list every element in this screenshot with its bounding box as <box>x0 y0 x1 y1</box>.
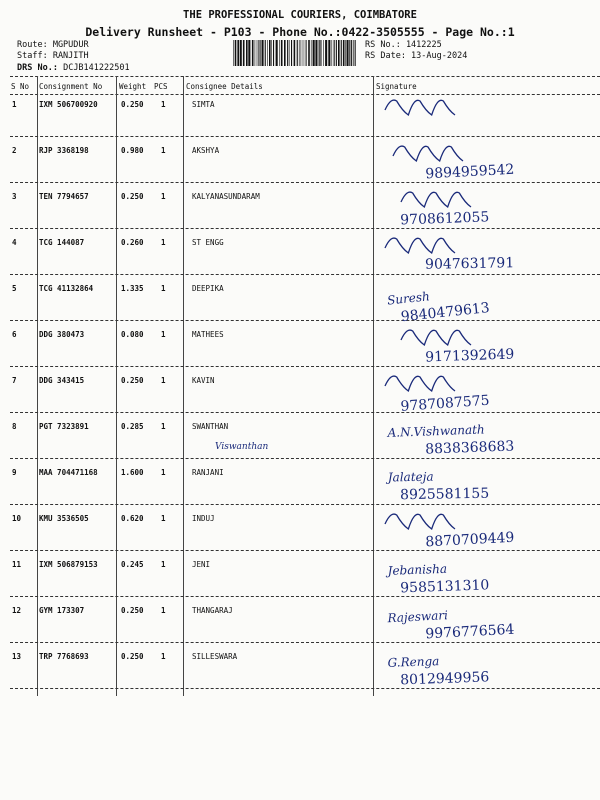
signature-phone-number: 9976776564 <box>424 621 515 643</box>
signature-entry <box>425 346 515 365</box>
row-consignee-name: AKSHYA <box>192 146 220 155</box>
row-pcs: 1 <box>161 376 166 385</box>
row-consignee-name: DEEPIKA <box>192 284 224 293</box>
row-pcs: 1 <box>161 560 166 569</box>
row-consignment-number: TCG 41132864 <box>39 284 94 293</box>
signature-entry <box>425 530 515 551</box>
runsheet-subtitle: Delivery Runsheet - P103 - Phone No.:0422-3505555 - Page No.:1 <box>85 25 515 39</box>
rs-date: RS Date: 13-Aug-2024 <box>365 51 468 61</box>
row-divider <box>10 182 600 183</box>
row-consignee-name: SIMTA <box>192 100 215 109</box>
row-divider <box>10 366 600 367</box>
row-weight: 0.260 <box>121 238 144 247</box>
signature-scribble <box>401 192 471 207</box>
row-pcs: 1 <box>161 422 166 431</box>
signature-phone-number: 8012949956 <box>399 669 490 689</box>
row-consignment-number: IXM 506879153 <box>39 560 98 569</box>
signature-entry <box>400 209 490 228</box>
signature-entry <box>425 162 515 183</box>
row-divider <box>10 320 600 321</box>
row-weight: 0.080 <box>121 330 144 339</box>
signature-entry <box>425 255 514 273</box>
column-divider <box>183 76 184 696</box>
row-sno: 4 <box>12 238 17 247</box>
row-consignee-name: ST ENGG <box>192 238 224 247</box>
table-top-rule <box>10 76 600 77</box>
row-consignment-number: TCG 144087 <box>39 238 85 247</box>
signature-name: A.N.Vishwanath <box>387 422 485 440</box>
signature-scribble <box>393 146 463 161</box>
signature-phone-number: 9047631791 <box>424 255 515 273</box>
row-sno: 13 <box>12 652 22 661</box>
row-pcs: 1 <box>161 652 166 661</box>
row-consignee-name: JENI <box>192 560 211 569</box>
row-consignment-number: KMU 3536505 <box>39 514 89 523</box>
row-consignment-number: TRP 7768693 <box>39 652 89 661</box>
column-header-sno: S No <box>11 82 30 91</box>
column-header-consignment: Consignment No <box>39 82 103 91</box>
row-pcs: 1 <box>161 514 166 523</box>
row-consignee-name: RANJANI <box>192 468 224 477</box>
drs-number-label: DRS No.: <box>17 63 58 73</box>
drs-number-value: DCJB141222501 <box>63 63 130 73</box>
row-weight: 0.250 <box>121 376 144 385</box>
row-weight: 1.335 <box>121 284 144 293</box>
signature-scribble <box>385 376 455 391</box>
column-header-pcs: PCS <box>154 82 168 91</box>
row-divider <box>10 642 600 643</box>
row-pcs: 1 <box>161 284 166 293</box>
column-divider <box>37 76 38 696</box>
signature-phone-number: 9840479613 <box>400 300 491 326</box>
row-consignment-number: GYM 173307 <box>39 606 85 615</box>
row-pcs: 1 <box>161 192 166 201</box>
row-sno: 9 <box>12 468 17 477</box>
signature-entry <box>385 469 490 504</box>
row-consignment-number: IXM 506700920 <box>39 100 98 109</box>
row-weight: 1.600 <box>121 468 144 477</box>
row-sno: 2 <box>12 146 17 155</box>
signature-phone-number: 9585131310 <box>399 577 490 597</box>
row-sno: 8 <box>12 422 17 431</box>
row-sno: 7 <box>12 376 17 385</box>
signature-name: Jebanisha <box>387 561 448 578</box>
row-consignee-name: THANGARAJ <box>192 606 233 615</box>
header-bottom-rule <box>10 94 600 95</box>
signature-name: G.Renga <box>387 654 440 670</box>
document-title: THE PROFESSIONAL COURIERS, COIMBATORE <box>183 9 417 21</box>
row-weight: 0.245 <box>121 560 144 569</box>
column-header-consignee: Consignee Details <box>186 82 263 91</box>
signature-phone-number: 8870709449 <box>424 529 515 551</box>
row-weight: 0.285 <box>121 422 144 431</box>
staff-label: Staff: RANJITH <box>17 51 89 61</box>
row-weight: 0.250 <box>121 192 144 201</box>
signature-scribble <box>385 238 455 253</box>
row-divider <box>10 412 600 413</box>
signature-entry <box>384 560 489 597</box>
barcode-image <box>233 40 358 66</box>
row-handwritten-note: Viswanthan <box>215 442 269 452</box>
row-consignment-number: TEN 7794657 <box>39 192 89 201</box>
signature-entry <box>386 605 515 645</box>
signature-phone-number: 8838368683 <box>424 438 515 458</box>
signature-phone-number: 9708612055 <box>399 209 490 229</box>
signature-scribble <box>385 100 455 115</box>
signature-phone-number: 9171392649 <box>424 346 515 366</box>
row-divider <box>10 458 600 459</box>
row-sno: 1 <box>12 100 17 109</box>
column-header-weight: Weight <box>119 82 147 91</box>
row-consignee-name: SILLESWARA <box>192 652 238 661</box>
row-divider <box>10 136 600 137</box>
row-consignee-name: KALYANASUNDARAM <box>192 192 260 201</box>
row-pcs: 1 <box>161 238 166 247</box>
drs-number <box>17 63 130 73</box>
row-weight: 0.980 <box>121 146 144 155</box>
row-weight: 0.250 <box>121 606 144 615</box>
row-pcs: 1 <box>161 146 166 155</box>
row-weight: 0.250 <box>121 652 144 661</box>
row-pcs: 1 <box>161 330 166 339</box>
row-consignment-number: DDG 343415 <box>39 376 85 385</box>
row-pcs: 1 <box>161 100 166 109</box>
row-sno: 11 <box>12 560 22 569</box>
row-sno: 10 <box>12 514 22 523</box>
row-divider <box>10 504 600 505</box>
row-pcs: 1 <box>161 468 166 477</box>
row-consignee-name: SWANTHAN <box>192 422 229 431</box>
signature-name: Suresh <box>386 289 431 308</box>
row-consignment-number: PGT 7323891 <box>39 422 89 431</box>
signature-scribble <box>401 330 471 345</box>
row-divider <box>10 274 600 275</box>
column-header-signature: Signature <box>376 82 417 91</box>
row-divider <box>10 596 600 597</box>
row-pcs: 1 <box>161 606 166 615</box>
row-consignee-name: INDUJ <box>192 514 215 523</box>
row-consignment-number: RJP 3368198 <box>39 146 89 155</box>
signature-scribble <box>385 514 455 529</box>
rs-number: RS No.: 1412225 <box>365 40 442 50</box>
signature-entry <box>387 652 489 689</box>
signature-entry <box>386 421 514 458</box>
signature-phone-number: 9787087575 <box>400 392 491 415</box>
row-sno: 12 <box>12 606 22 615</box>
signature-phone-number: 9894959542 <box>424 161 515 183</box>
row-consignee-name: MATHEES <box>192 330 224 339</box>
row-weight: 0.250 <box>121 100 144 109</box>
route-label: Route: MGPUDUR <box>17 40 89 50</box>
row-consignment-number: MAA 704471168 <box>39 468 98 477</box>
row-weight: 0.620 <box>121 514 144 523</box>
row-sno: 5 <box>12 284 17 293</box>
column-divider <box>373 76 374 696</box>
row-divider <box>10 228 600 229</box>
row-sno: 3 <box>12 192 17 201</box>
column-divider <box>116 76 117 696</box>
row-sno: 6 <box>12 330 17 339</box>
row-divider <box>10 550 600 551</box>
signature-name: Jalateja <box>387 469 434 485</box>
row-consignee-name: KAVIN <box>192 376 215 385</box>
row-divider <box>10 688 600 689</box>
row-consignment-number: DDG 380473 <box>39 330 85 339</box>
signature-name: Rajeswari <box>387 608 449 626</box>
signature-phone-number: 8925581155 <box>399 485 490 504</box>
